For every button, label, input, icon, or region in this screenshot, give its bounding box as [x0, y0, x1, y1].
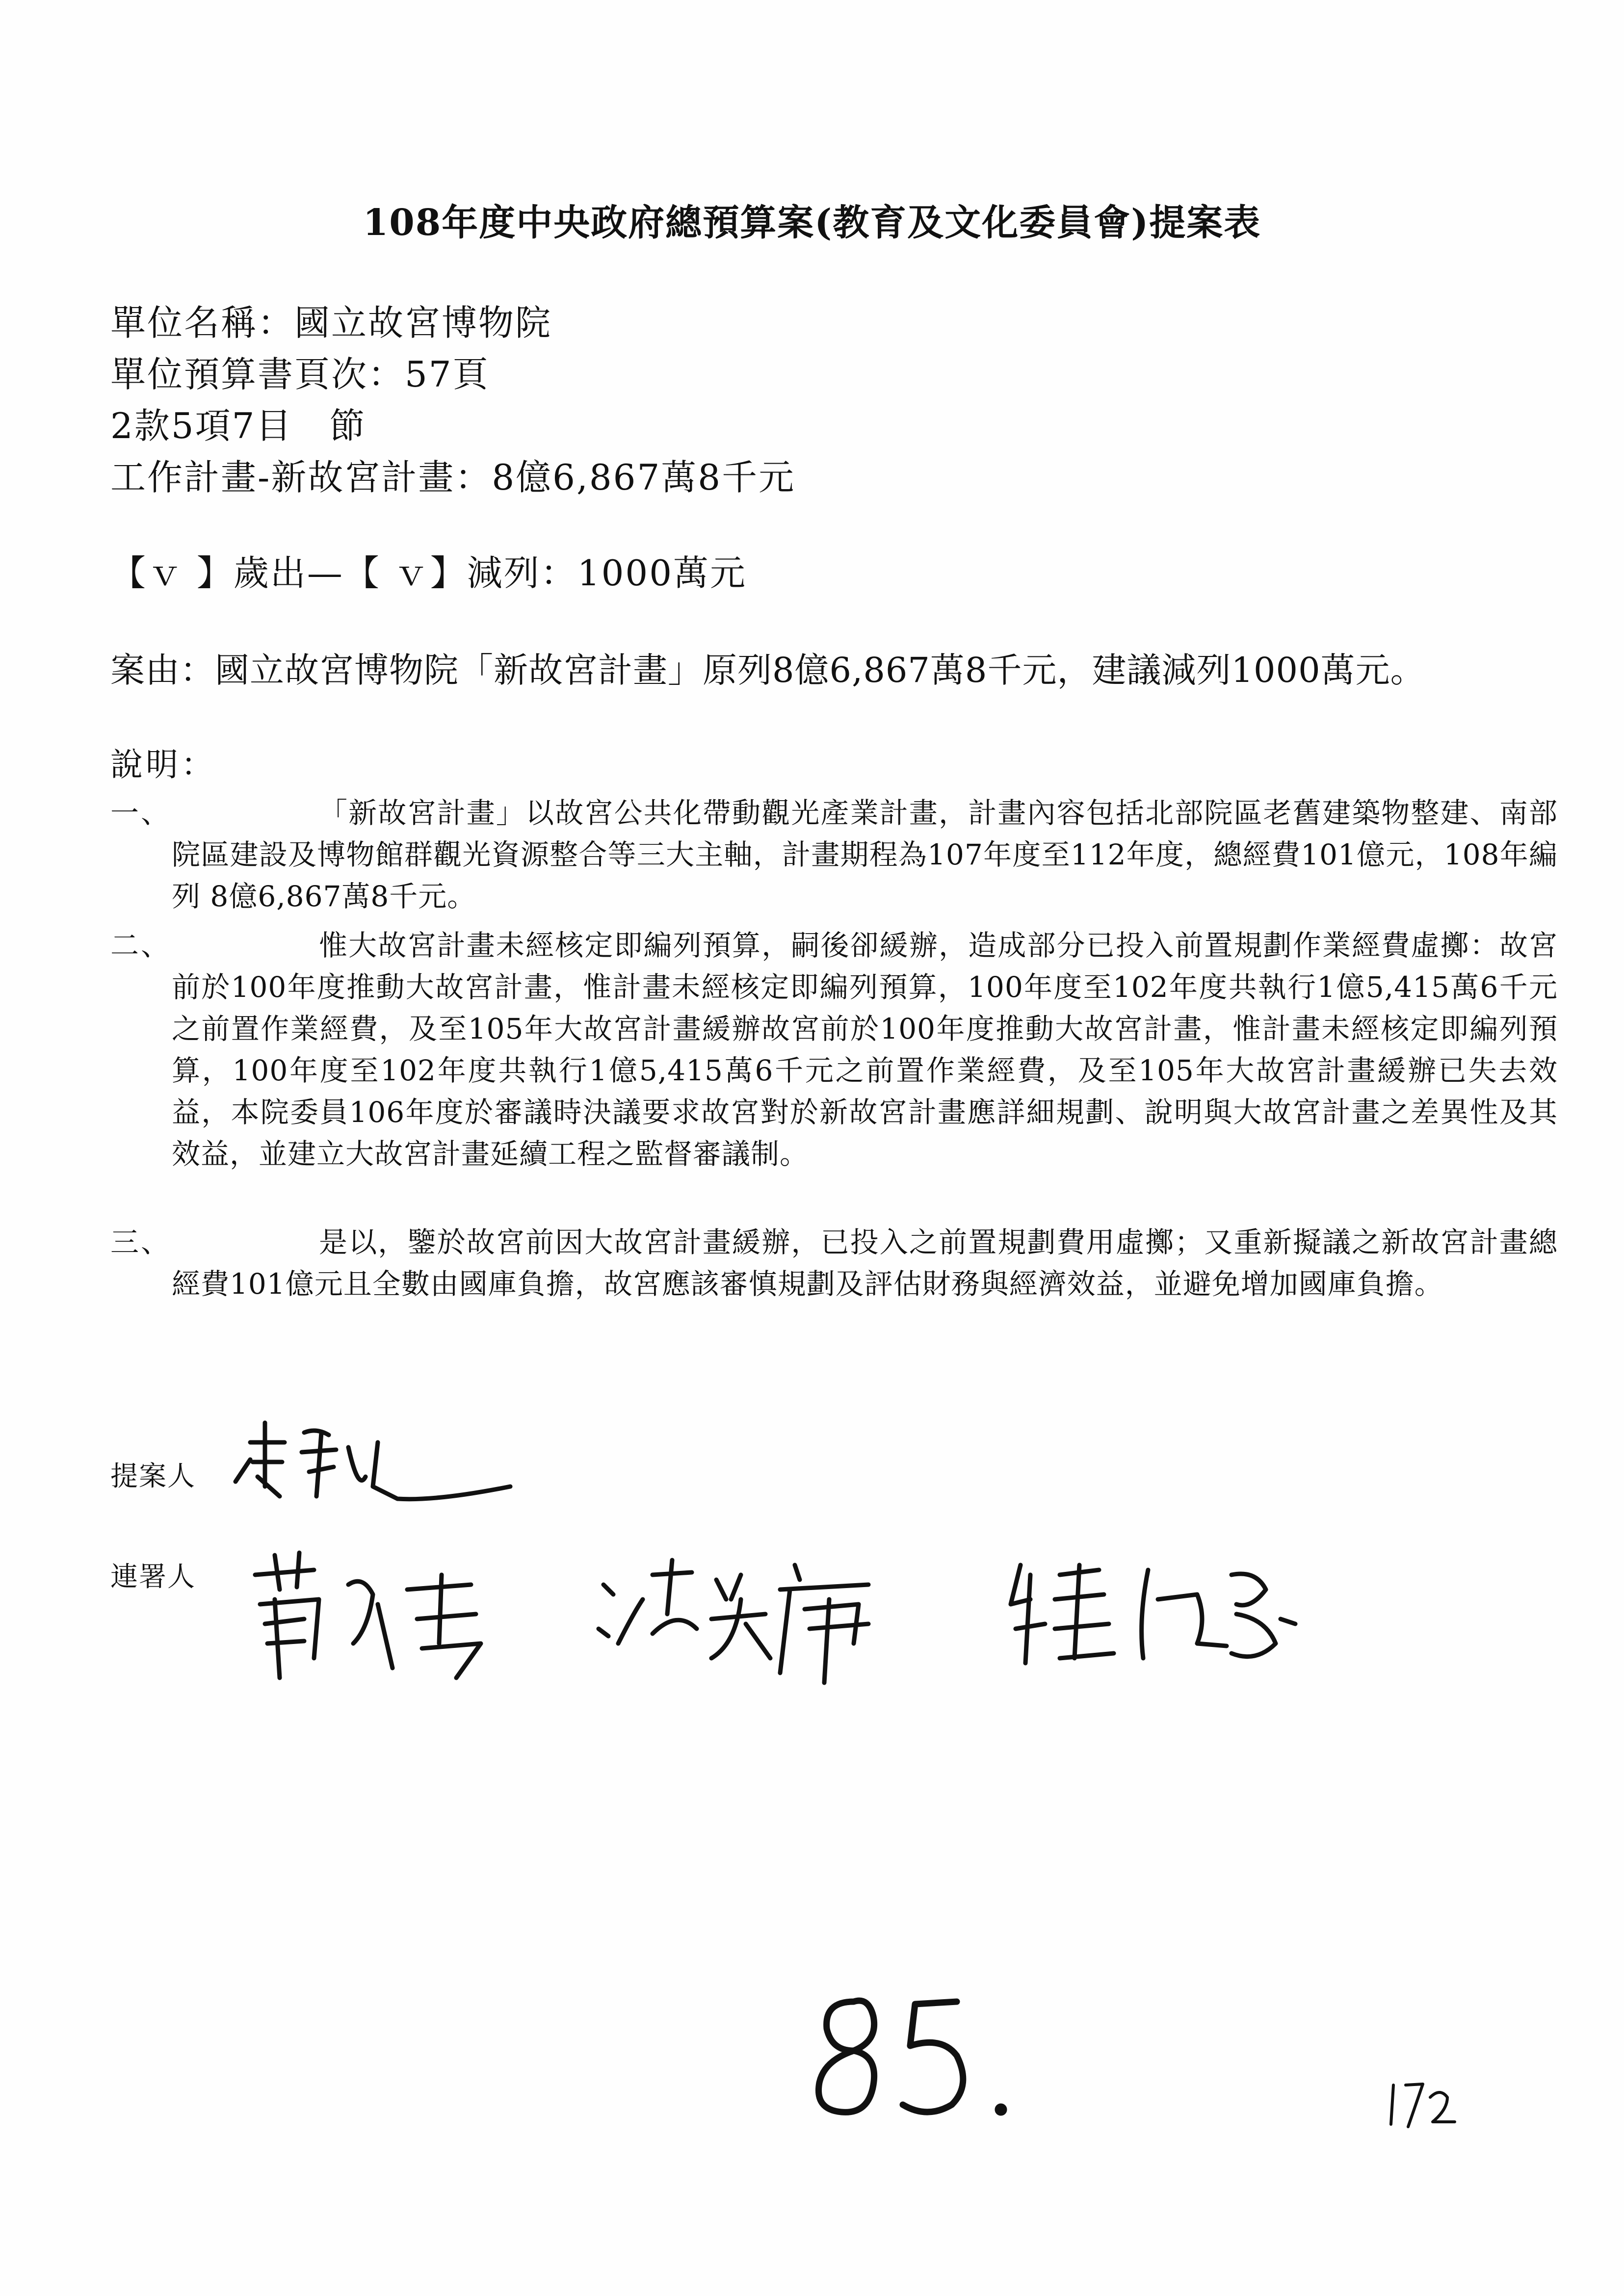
unit-name: 單位名稱：國立故宮博物院: [110, 302, 552, 343]
expenditure-checkbox-line: 【ｖ 】歲出—【 ｖ】減列：1000萬元: [110, 552, 747, 594]
page-title: 108年度中央政府總預算案(教育及文化委員會)提案表: [363, 202, 1261, 244]
note-text: 惟大故宮計畫未經核定即編列預算，嗣後卻緩辦，造成部分已投入前置規劃作業經費虛擲：故宮前於100年度推動大故宮計畫，惟計畫未經核定即編列預算，100年度至102年度共執行1億5,415萬6千元之前置作業經費，及至105年大故宮計畫緩辦故宮前於100年度推動大故宮計畫，惟計畫未經核定即編列預算，100年度至102年度共執行1億5,415萬6千元之前置作業經費，及至105年大故宮計畫緩辦已失去效益，本院委員106年度於審議時決議要求故宮對於新故宮計畫應詳細規劃、說明與大故宮計畫之差異性及其效益，並建立大故宮計畫延續工程之監督審議制。: [172, 929, 1558, 1171]
cosigner-signature-3-icon: [1001, 1545, 1305, 1673]
note-number: 二、: [110, 929, 172, 962]
handwritten-number: [795, 1982, 1030, 2131]
case-reason: 案由：國立故宮博物院「新故宮計畫」原列8億6,867萬8千元，建議減列1000萬元。: [110, 650, 1425, 690]
proposer-signature-icon: [231, 1413, 525, 1511]
note-text: 是以，鑒於故宮前因大故宮計畫緩辦，已投入之前置規劃費用虛擲；又重新擬議之新故宮計畫總經費101億元且全數由國庫負擔，故宮應該審慎規劃及評估財務與經濟效益，並避免增加國庫負擔。: [172, 1226, 1558, 1301]
proposer-label: 提案人: [110, 1461, 196, 1492]
item-code: 2款5項7目 節: [110, 405, 367, 446]
handwritten-page-number: [1384, 2075, 1462, 2136]
notes-heading: 說明：: [110, 746, 216, 783]
work-plan: 工作計畫-新故宮計畫：8億6,867萬8千元: [110, 457, 796, 498]
note-item: [110, 792, 1558, 917]
cosigner-signature-1-icon: [245, 1545, 520, 1688]
note-text: 「新故宮計畫」以故宮公共化帶動觀光產業計畫，計畫內容包括北部院區老舊建築物整建、南部院區建設及博物館群觀光資源整合等三大主軸，計畫期程為107年度至112年度，總經費101億元，108年編列 8億6,867萬8千元。: [172, 796, 1558, 913]
cosigner-signature-2-icon: [594, 1545, 917, 1688]
note-number: 一、: [110, 796, 172, 830]
note-item: [110, 1222, 1558, 1305]
note-item: [110, 925, 1558, 1175]
note-number: 三、: [110, 1226, 172, 1259]
budget-page: 單位預算書頁次：57頁: [110, 354, 490, 395]
cosigner-label: 連署人: [110, 1561, 196, 1593]
